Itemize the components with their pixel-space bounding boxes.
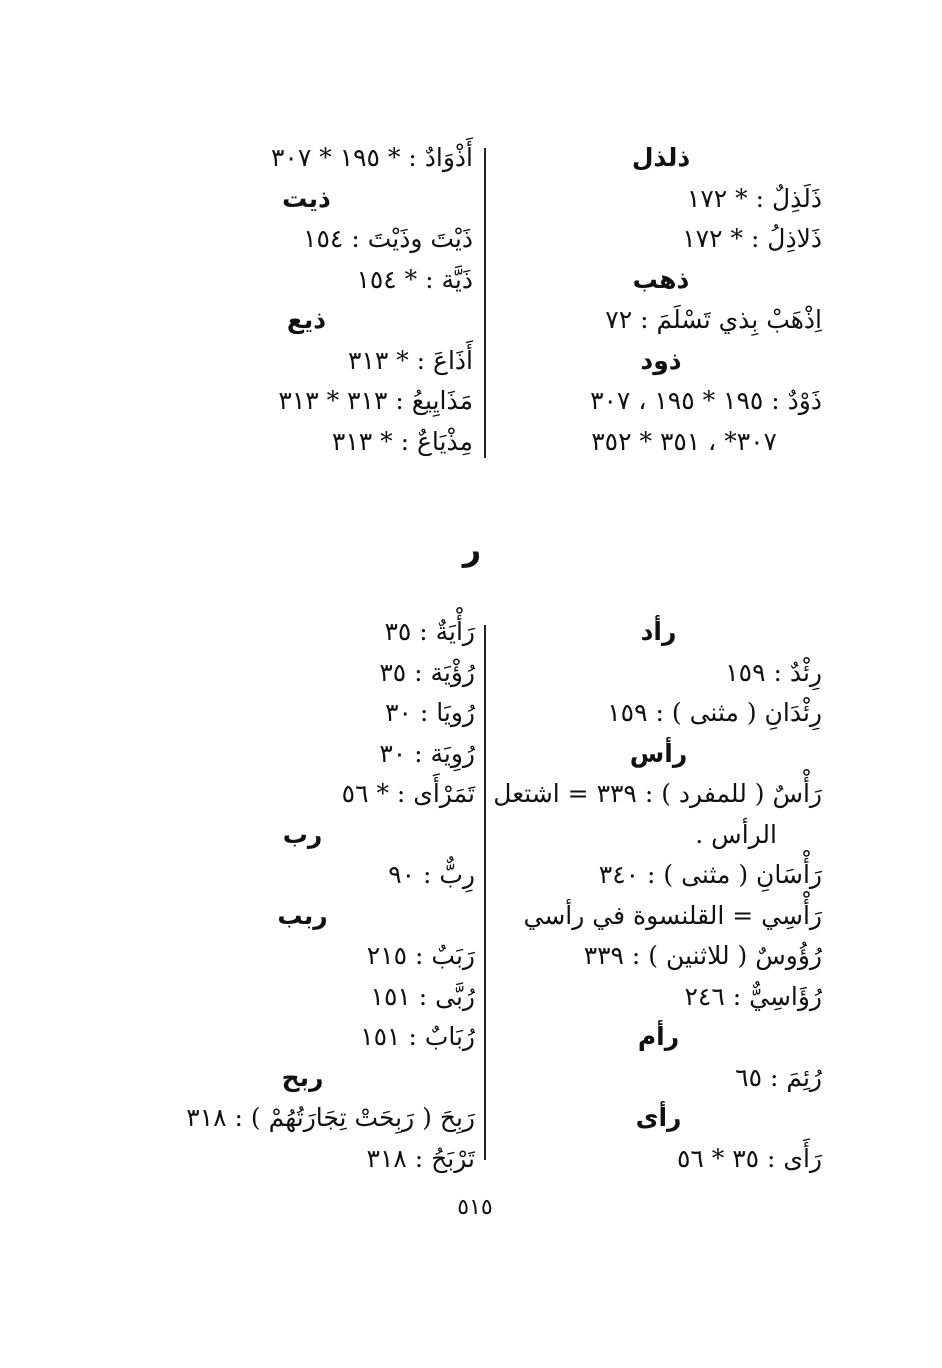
index-entry: رُؤُوسٌ ( للاثنين ) : ٣٣٩ xyxy=(583,941,822,970)
page-number: ٥١٥ xyxy=(457,1195,493,1220)
root-heading: رأس xyxy=(629,738,688,768)
root-heading: ذلذل xyxy=(631,143,691,172)
root-heading: ذهب xyxy=(632,264,690,294)
root-heading: رب xyxy=(282,819,323,849)
index-entry: رُبَّى : ١٥١ xyxy=(370,981,475,1011)
section1-column-divider xyxy=(484,148,486,458)
index-entry: رُبَابٌ : ١٥١ xyxy=(360,1022,475,1051)
index-entry: أَذَاعَ : * ٣١٣ xyxy=(347,345,473,375)
section2-column-divider xyxy=(484,625,486,1160)
root-heading: ذيت xyxy=(282,183,331,213)
root-heading: رأم xyxy=(637,1022,680,1051)
index-entry: رَبِحَ ( رَبِحَتْ تِجَارَتُهُمْ ) : ٣١٨ xyxy=(186,1103,475,1132)
index-entry: رَأْسَانِ ( مثنى ) : ٣٤٠ xyxy=(598,860,822,889)
index-entry: رِئْدٌ : ١٥٩ xyxy=(725,657,822,687)
index-entry: رَأْسِي = القلنسوة في رأسي xyxy=(523,900,822,930)
index-entry: اِذْهَبْ بِذي تَسْلَمَ : ٧٢ xyxy=(605,305,822,334)
index-entry: تَرْبَحُ : ٣١٨ xyxy=(366,1143,475,1173)
root-heading: رأد xyxy=(640,617,677,646)
root-heading: ذود xyxy=(640,345,682,375)
index-entry: ذَلاذِلُ : * ١٧٢ xyxy=(682,224,822,253)
section-letter-heading: ر xyxy=(462,530,482,568)
index-entry: رُؤْيَة : ٣٥ xyxy=(379,657,475,687)
root-heading: ذيع xyxy=(286,305,327,334)
index-entry: رَأْسٌ ( للمفرد ) : ٣٣٩ = اشتعل xyxy=(493,779,822,808)
index-entry: تَمَرْأَى : * ٥٦ xyxy=(341,779,475,808)
index-entry: رُؤَاسِيٌّ : ٢٤٦ xyxy=(684,981,822,1011)
section1-right-column xyxy=(500,138,822,462)
section1-left-column xyxy=(140,138,473,462)
index-entry: ذَيْتَ وذَيْتَ : ١٥٤ xyxy=(303,224,473,253)
index-entry: رُوِيَة : ٣٠ xyxy=(379,738,475,768)
index-entry: ذَيَّة : * ١٥٤ xyxy=(356,264,473,294)
root-heading: ربح xyxy=(281,1062,324,1092)
index-entry: مِذْيَاعٌ : * ٣١٣ xyxy=(331,426,473,456)
index-entry: مَذَايِيعُ : ٣١٣ * ٣١٣ xyxy=(278,386,473,415)
root-heading: ربب xyxy=(277,900,328,930)
index-entry: ذَلَذِلٌ : * ١٧٢ xyxy=(686,183,822,213)
index-entry: رُئِمَ : ٦٥ xyxy=(735,1062,822,1092)
index-entry: رَأْيَةٌ : ٣٥ xyxy=(384,617,475,646)
index-entry: رِبٌّ : ٩٠ xyxy=(388,860,475,889)
root-heading: رأى xyxy=(635,1103,682,1132)
index-entry: ٣٠٧* ، ٣٥١ * ٣٥٢ xyxy=(591,426,777,456)
index-entry: ذَوْدٌ : ١٩٥ * ١٩٥ ، ٣٠٧ xyxy=(590,386,822,415)
section2-left-column xyxy=(130,612,475,1179)
index-entry: الرأس . xyxy=(695,819,777,849)
index-entry: رُويَا : ٣٠ xyxy=(385,698,475,727)
index-entry: رِئْدَانِ ( مثنى ) : ١٥٩ xyxy=(607,698,822,727)
index-entry: رَأَى : ٣٥ * ٥٦ xyxy=(676,1143,822,1173)
index-entry: أَذْوَادٌ : * ١٩٥ * ٣٠٧ xyxy=(271,143,473,172)
section2-right-column xyxy=(495,612,822,1179)
index-entry: رَبَبٌ : ٢١٥ xyxy=(366,941,475,970)
